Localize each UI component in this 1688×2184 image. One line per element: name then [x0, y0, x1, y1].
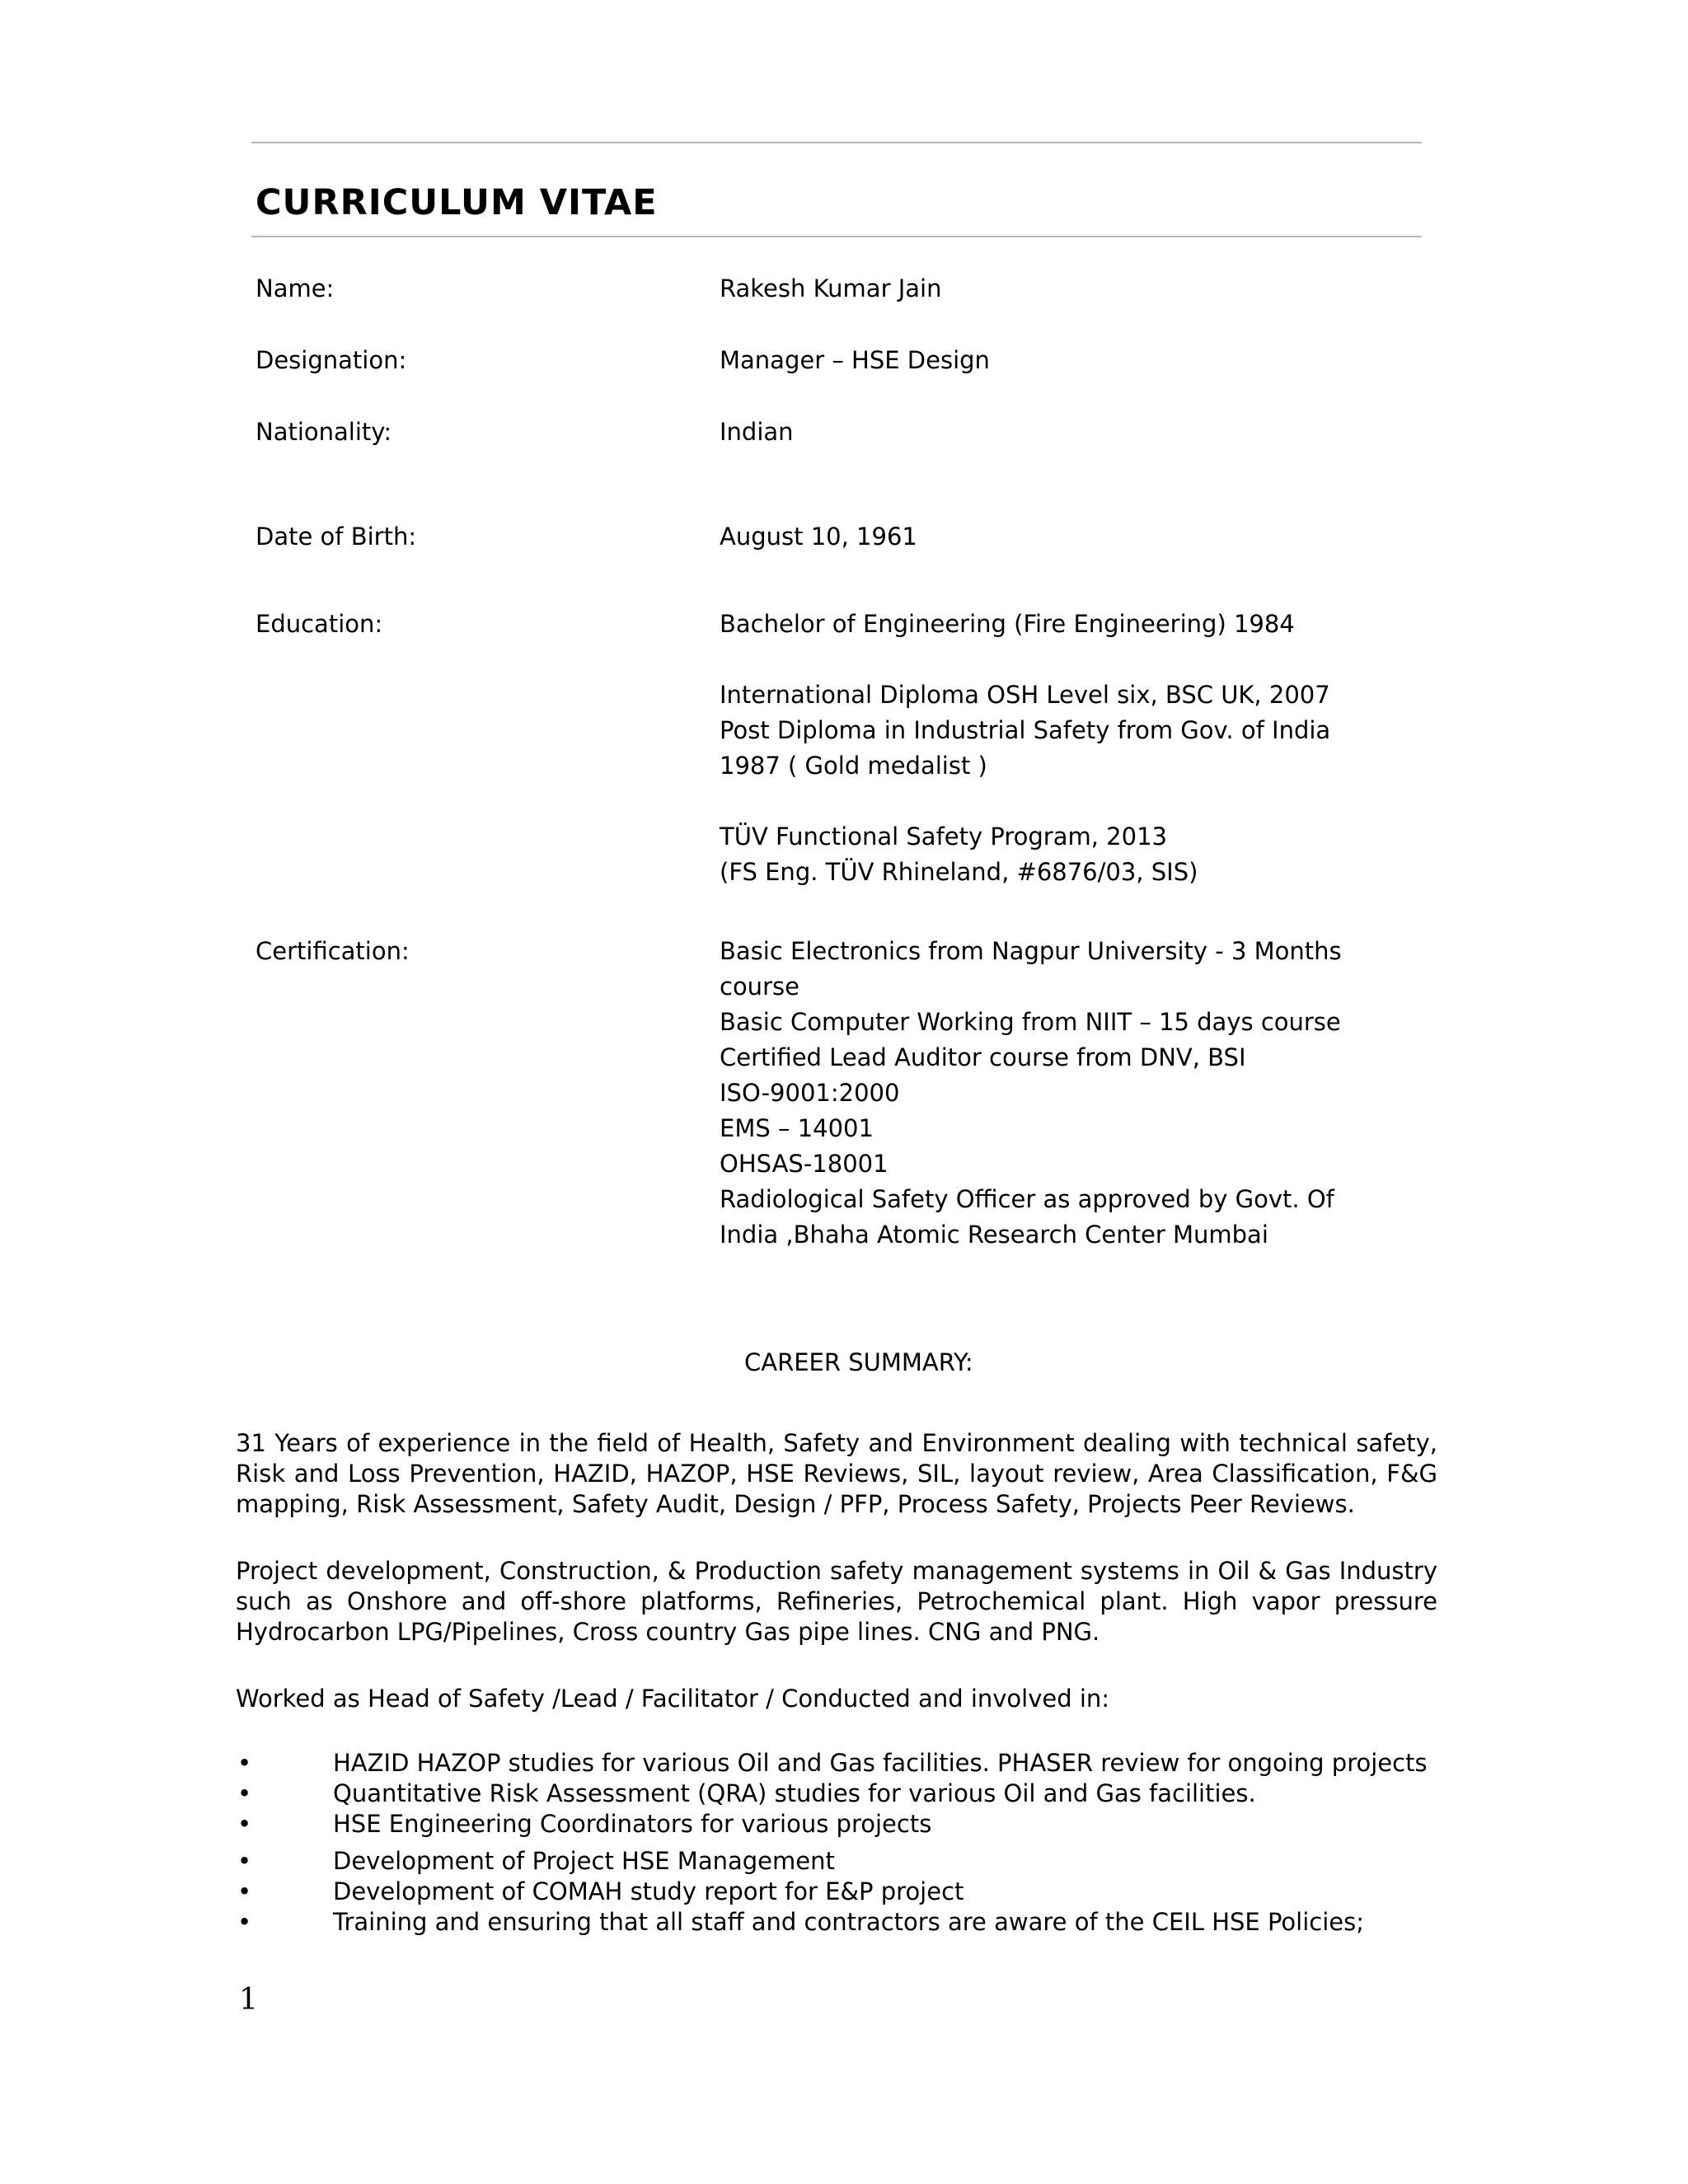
- page-number: 1: [239, 1983, 258, 2017]
- list-item: [236, 1779, 1439, 1809]
- education-label: Education:: [256, 610, 383, 638]
- bullet-icon: •: [237, 1908, 252, 1936]
- list-item: [236, 1877, 1439, 1907]
- certification-line: Basic Computer Working from NIIT – 15 days course: [720, 1008, 1341, 1036]
- summary-paragraph: 31 Years of experience in the field of Health, Safety and Environment dealing with technical safety, Risk and Loss Prevention, HAZID, HAZOP, HSE Reviews, SIL, layout review, Area Classification, F&G mapping, Risk Assessment, Safety Audit, Design / PFP, Process Safety, Projects Peer Reviews.: [236, 1429, 1437, 1518]
- list-item: [236, 1748, 1439, 1779]
- certification-line: ISO-9001:2000: [720, 1079, 900, 1107]
- list-item: [236, 1907, 1439, 1938]
- list-item: [236, 1846, 1439, 1877]
- bullet-icon: •: [237, 1877, 252, 1905]
- education-line: (FS Eng. TÜV Rhineland, #6876/03, SIS): [720, 858, 1198, 886]
- list-item-text: Development of Project HSE Management: [333, 1847, 835, 1875]
- career-summary-heading: CAREER SUMMARY:: [744, 1348, 973, 1376]
- certification-label: Certification:: [256, 937, 410, 965]
- top-rule: [251, 142, 1422, 143]
- education-line: 1987 ( Gold medalist ): [720, 752, 987, 780]
- bullet-icon: •: [237, 1779, 252, 1807]
- dob-label: Date of Birth:: [256, 523, 417, 551]
- certification-line: Basic Electronics from Nagpur University - 3 Months: [720, 937, 1342, 965]
- certification-line: Radiological Safety Officer as approved by Govt. Of: [720, 1185, 1334, 1213]
- nationality-value: Indian: [720, 418, 794, 446]
- certification-line: EMS – 14001: [720, 1114, 874, 1142]
- summary-paragraph: Project development, Construction, & Production safety management systems in Oil & Gas Industry such as Onshore and off-shore platforms, Refineries, Petrochemical plant. High vapor pressure Hydrocarbon LPG/Pipelines, Cross country Gas pipe lines. CNG and PNG.: [236, 1557, 1437, 1646]
- certification-line: course: [720, 972, 799, 1001]
- name-label: Name:: [256, 274, 335, 302]
- nationality-label: Nationality:: [256, 418, 392, 446]
- designation-value: Manager – HSE Design: [720, 346, 990, 374]
- education-line: TÜV Functional Safety Program, 2013: [720, 823, 1167, 851]
- list-item-text: Training and ensuring that all staff and contractors are aware of the CEIL HSE Policies;: [333, 1908, 1364, 1936]
- bullet-icon: •: [237, 1847, 252, 1875]
- designation-label: Designation:: [256, 346, 407, 374]
- list-item-text: HSE Engineering Coordinators for various projects: [333, 1810, 932, 1838]
- summary-paragraph: Worked as Head of Safety /Lead / Facilitator / Conducted and involved in:: [236, 1685, 1110, 1713]
- list-item-text: Development of COMAH study report for E&P project: [333, 1877, 964, 1905]
- title-rule: [251, 236, 1422, 237]
- document-title: CURRICULUM VITAE: [256, 182, 658, 223]
- list-item: [236, 1809, 1439, 1840]
- education-line: Bachelor of Engineering (Fire Engineering) 1984: [720, 610, 1295, 638]
- education-line: International Diploma OSH Level six, BSC UK, 2007: [720, 681, 1330, 709]
- bullet-icon: •: [237, 1749, 252, 1777]
- certification-line: Certified Lead Auditor course from DNV, BSI: [720, 1043, 1246, 1071]
- certification-line: OHSAS-18001: [720, 1150, 889, 1178]
- bullet-icon: •: [237, 1810, 252, 1838]
- list-item-text: HAZID HAZOP studies for various Oil and Gas facilities. PHASER review for ongoing projects: [333, 1749, 1428, 1777]
- dob-value: August 10, 1961: [720, 523, 917, 551]
- list-item-text: Quantitative Risk Assessment (QRA) studies for various Oil and Gas facilities.: [333, 1779, 1256, 1807]
- name-value: Rakesh Kumar Jain: [720, 274, 942, 302]
- education-line: Post Diploma in Industrial Safety from Gov. of India: [720, 716, 1331, 744]
- certification-line: India ,Bhaha Atomic Research Center Mumbai: [720, 1221, 1268, 1249]
